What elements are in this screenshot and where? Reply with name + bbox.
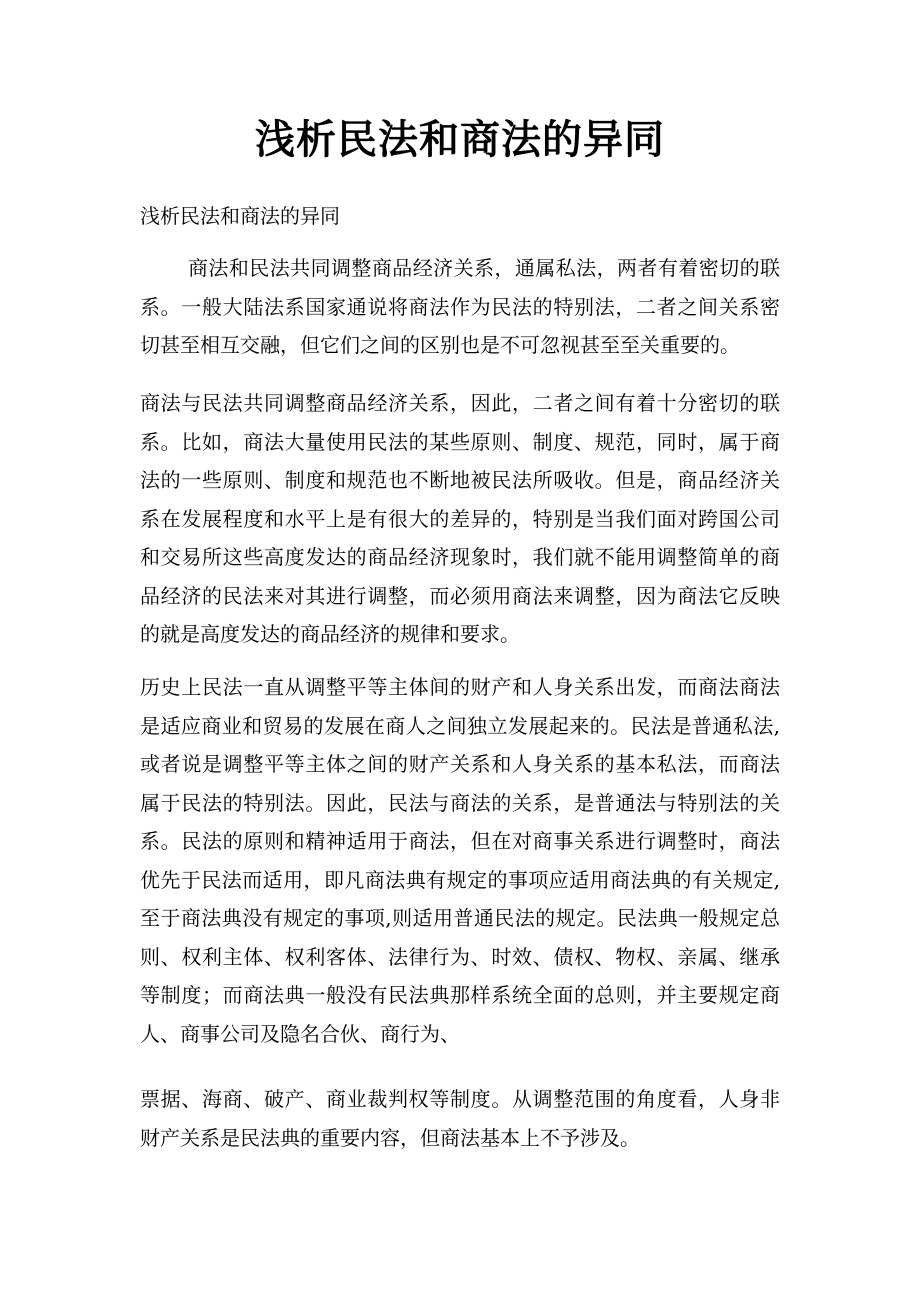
paragraph-line: 系。比如，商法大量使用民法的某些原则、制度、规范，同时，属于商 [140,429,780,454]
paragraph [140,668,780,1053]
paragraph-line: 等制度；而商法典一般没有民法典那样系统全面的总则，并主要规定商 [140,983,780,1007]
paragraph [140,1080,780,1157]
paragraph-line: 则、权利主体、权利客体、法律行为、时效、债权、物权、亲属、继承 [140,944,780,969]
paragraph-line: 商法和民法共同调整商品经济关系，通属私法，两者有着密切的联 [188,256,780,280]
paragraph-line: 优先于民法而适用，即凡商法典有规定的事项应适用商法典的有关规定, [140,867,780,892]
paragraph-line: 历史上民法一直从调整平等主体间的财产和人身关系出发，而商法商法 [140,675,780,699]
paragraph-line: 系。一般大陆法系国家通说将商法作为民法的特别法，二者之间关系密 [140,294,780,319]
paragraph-line: 商法与民法共同调整商品经济关系，因此，二者之间有着十分密切的联 [140,391,780,415]
paragraph-line: 的就是高度发达的商品经济的规律和要求。 [140,622,520,646]
paragraph [140,249,780,365]
paragraph-line: 是适应商业和贸易的发展在商人之间独立发展起来的。民法是普通私法, [140,713,780,738]
document-subtitle: 浅析民法和商法的异同 [140,204,340,228]
paragraph-line: 系在发展程度和水平上是有很大的差异的，特别是当我们面对跨国公司 [140,506,780,531]
paragraph [140,384,780,654]
paragraph-line: 财产关系是民法典的重要内容，但商法基本上不予涉及。 [140,1125,640,1150]
paragraph-line: 切甚至相互交融，但它们之间的区别也是不可忽视甚至至关重要的。 [140,333,740,357]
document-title: 浅析民法和商法的异同 [255,116,665,163]
paragraph-line: 属于民法的特别法。因此，民法与商法的关系，是普通法与特别法的关 [140,790,780,815]
paragraph-line: 和交易所这些高度发达的商品经济现象时，我们就不能用调整简单的商 [140,545,780,569]
paragraph-line: 票据、海商、破产、商业裁判权等制度。从调整范围的角度看，人身非 [140,1087,780,1111]
paragraph-line: 系。民法的原则和精神适用于商法，但在对商事关系进行调整时，商法 [140,829,780,853]
paragraph-line: 或者说是调整平等主体之间的财产关系和人身关系的基本私法，而商法 [140,752,780,776]
paragraph-line: 法的一些原则、制度和规范也不断地被民法所吸收。但是，商品经济关 [140,468,780,492]
paragraph-line: 人、商事公司及隐名合伙、商行为、 [140,1021,460,1046]
paragraph-line: 至于商法典没有规定的事项,则适用普通民法的规定。民法典一般规定总 [140,906,780,930]
paragraph-line: 品经济的民法来对其进行调整，而必须用商法来调整，因为商法它反映 [140,583,780,608]
